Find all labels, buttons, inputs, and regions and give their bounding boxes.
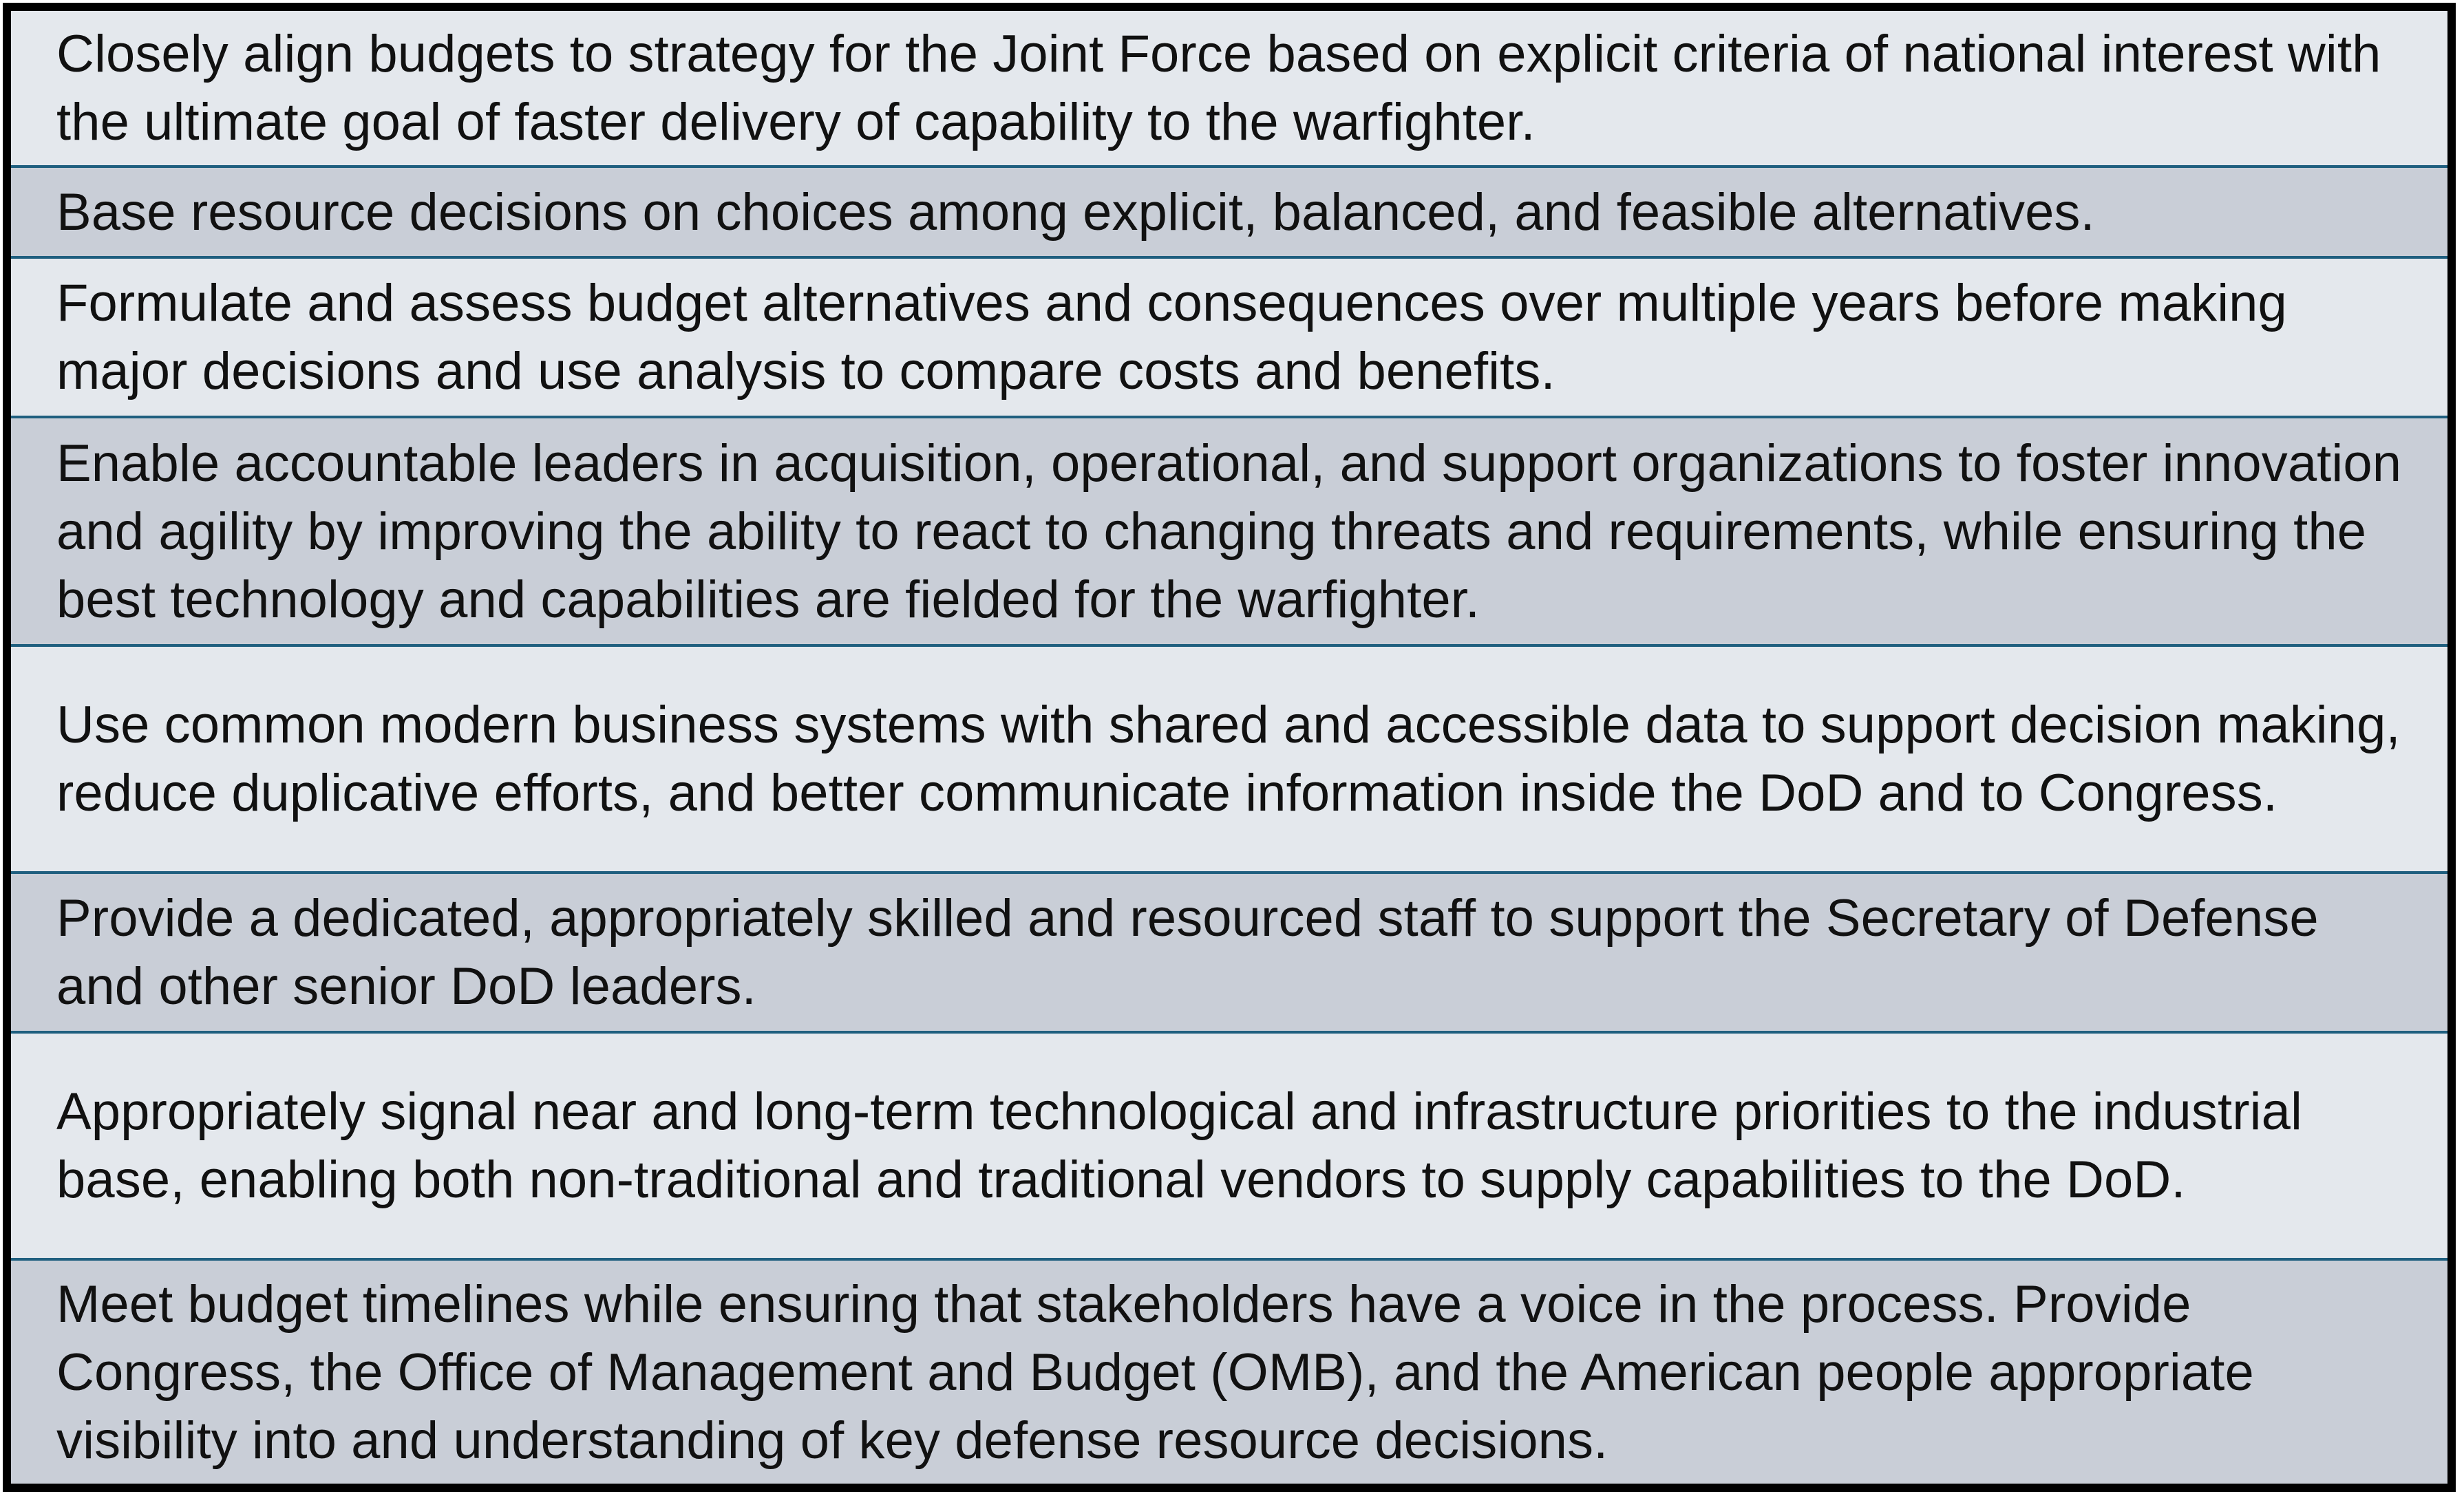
row-text: Enable accountable leaders in acquisition, operational, and support organizations to foster innovation and agility by improving the ability to react to changing threats and requirements, while ensuring the best technology and capabilities are fielded for the warfighter. xyxy=(56,434,2402,629)
row-text: Formulate and assess budget alternatives and consequences over multiple years before making major decisions and use analysis to compare costs and benefits. xyxy=(56,274,2287,400)
row-text: Base resource decisions on choices among explicit, balanced, and feasible alternatives. xyxy=(56,182,2095,242)
table-row xyxy=(11,418,2447,647)
table-row xyxy=(11,1034,2447,1261)
table-row xyxy=(11,11,2447,168)
table-row xyxy=(11,168,2447,259)
row-text: Provide a dedicated, appropriately skilled and resourced staff to support the Secretary of Defense and other senior DoD leaders. xyxy=(56,889,2319,1016)
table-row xyxy=(11,1261,2447,1484)
table-row xyxy=(11,874,2447,1034)
table-row xyxy=(11,647,2447,874)
table-row xyxy=(11,259,2447,418)
row-text: Use common modern business systems with shared and accessible data to support decision making, reduce duplicative efforts, and better communicate information inside the DoD and to Congress. xyxy=(56,696,2401,822)
row-text: Closely align budgets to strategy for the Joint Force based on explicit criteria of national interest with the ultimate goal of faster delivery of capability to the warfighter. xyxy=(56,25,2381,151)
row-text: Appropriately signal near and long-term technological and infrastructure priorities to the industrial base, enabling both non-traditional and traditional vendors to supply capabilities to the DoD. xyxy=(56,1082,2302,1209)
principles-table xyxy=(3,3,2456,1492)
row-text: Meet budget timelines while ensuring that stakeholders have a voice in the process. Provide Congress, the Office of Management and Budget (OMB), and the American people appropriate visibility into and understanding of key defense resource decisions. xyxy=(56,1274,2254,1470)
